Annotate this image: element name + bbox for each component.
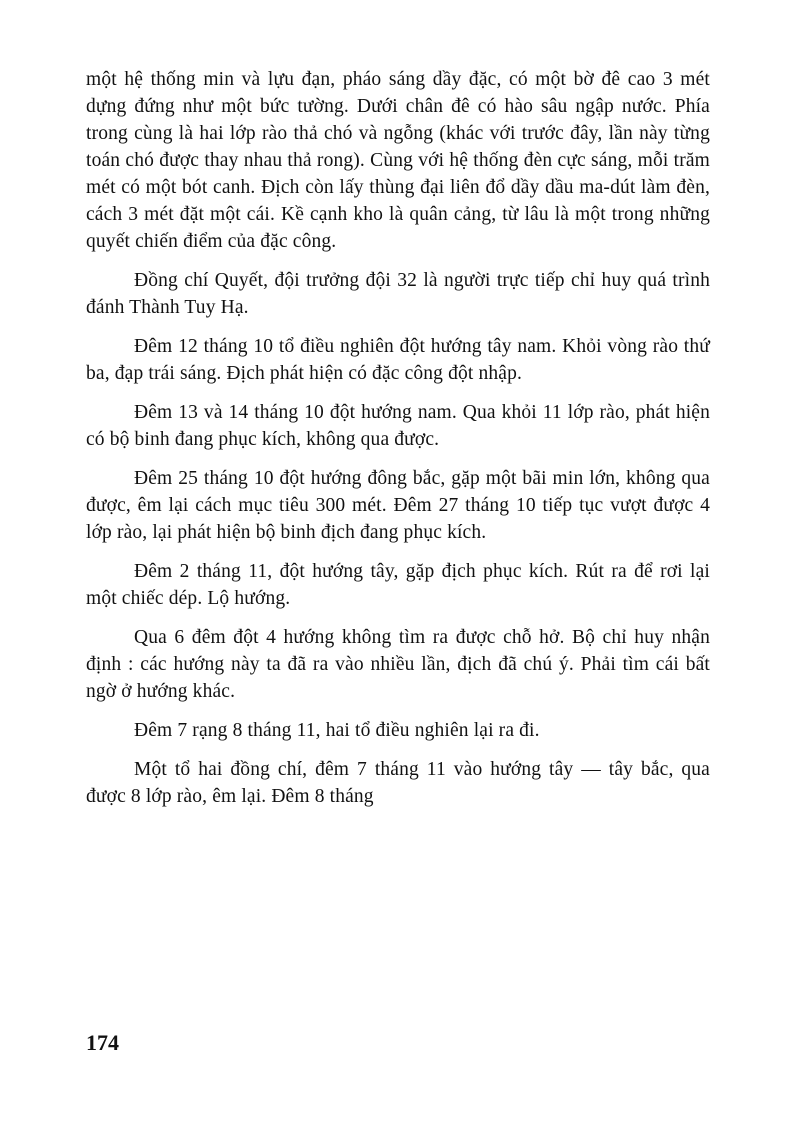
paragraph-5: Đêm 25 tháng 10 đột hướng đông bắc, gặp một bãi min lớn, không qua được, êm lại cách mục tiêu 300 mét. Đêm 27 tháng 10 tiếp tục vượt được 4 lớp rào, lại phát hiện bộ binh địch đang phục kích.: [86, 468, 710, 543]
paragraph-9: Một tổ hai đồng chí, đêm 7 tháng 11 vào hướng tây — tây bắc, qua được 8 lớp rào, êm lại. Đêm 8 tháng: [86, 759, 710, 807]
paragraph-7: Qua 6 đêm đột 4 hướng không tìm ra được chỗ hở. Bộ chỉ huy nhận định : các hướng này ta đã ra vào nhiều lần, địch đã chú ý. Phải tìm cái bất ngờ ở hướng khác.: [86, 627, 710, 702]
paragraph-8: Đêm 7 rạng 8 tháng 11, hai tổ điều nghiên lại ra đi.: [134, 720, 540, 741]
paragraph-3: Đêm 12 tháng 10 tổ điều nghiên đột hướng tây nam. Khỏi vòng rào thứ ba, đạp trái sáng. Địch phát hiện có đặc công đột nhập.: [86, 336, 710, 384]
paragraph-6: Đêm 2 tháng 11, đột hướng tây, gặp địch phục kích. Rút ra để rơi lại một chiếc dép. Lộ hướng.: [86, 561, 710, 609]
paragraph-4: Đêm 13 và 14 tháng 10 đột hướng nam. Qua khỏi 11 lớp rào, phát hiện có bộ binh đang phục kích, không qua được.: [86, 402, 710, 450]
page-body: [86, 66, 710, 810]
page-number: 174: [86, 1030, 119, 1055]
paragraph-1: một hệ thống min và lựu đạn, pháo sáng dầy đặc, có một bờ đê cao 3 mét dựng đứng như một bức tường. Dưới chân đê có hào sâu ngập nước. Phía trong cùng là hai lớp rào thả chó và ngỗng (khác với trước đây, lần này từng toán chó được thay nhau thả rong). Cùng với hệ thống đèn cực sáng, mỗi trăm mét có một bót canh. Địch còn lấy thùng đại liên đổ dầy dầu ma-dút làm đèn, cách 3 mét đặt một cái. Kề cạnh kho là quân cảng, từ lâu là một trong những quyết chiến điểm của đặc công.: [86, 69, 710, 252]
paragraph-2: Đồng chí Quyết, đội trưởng đội 32 là người trực tiếp chỉ huy quá trình đánh Thành Tuy Hạ.: [86, 270, 710, 318]
